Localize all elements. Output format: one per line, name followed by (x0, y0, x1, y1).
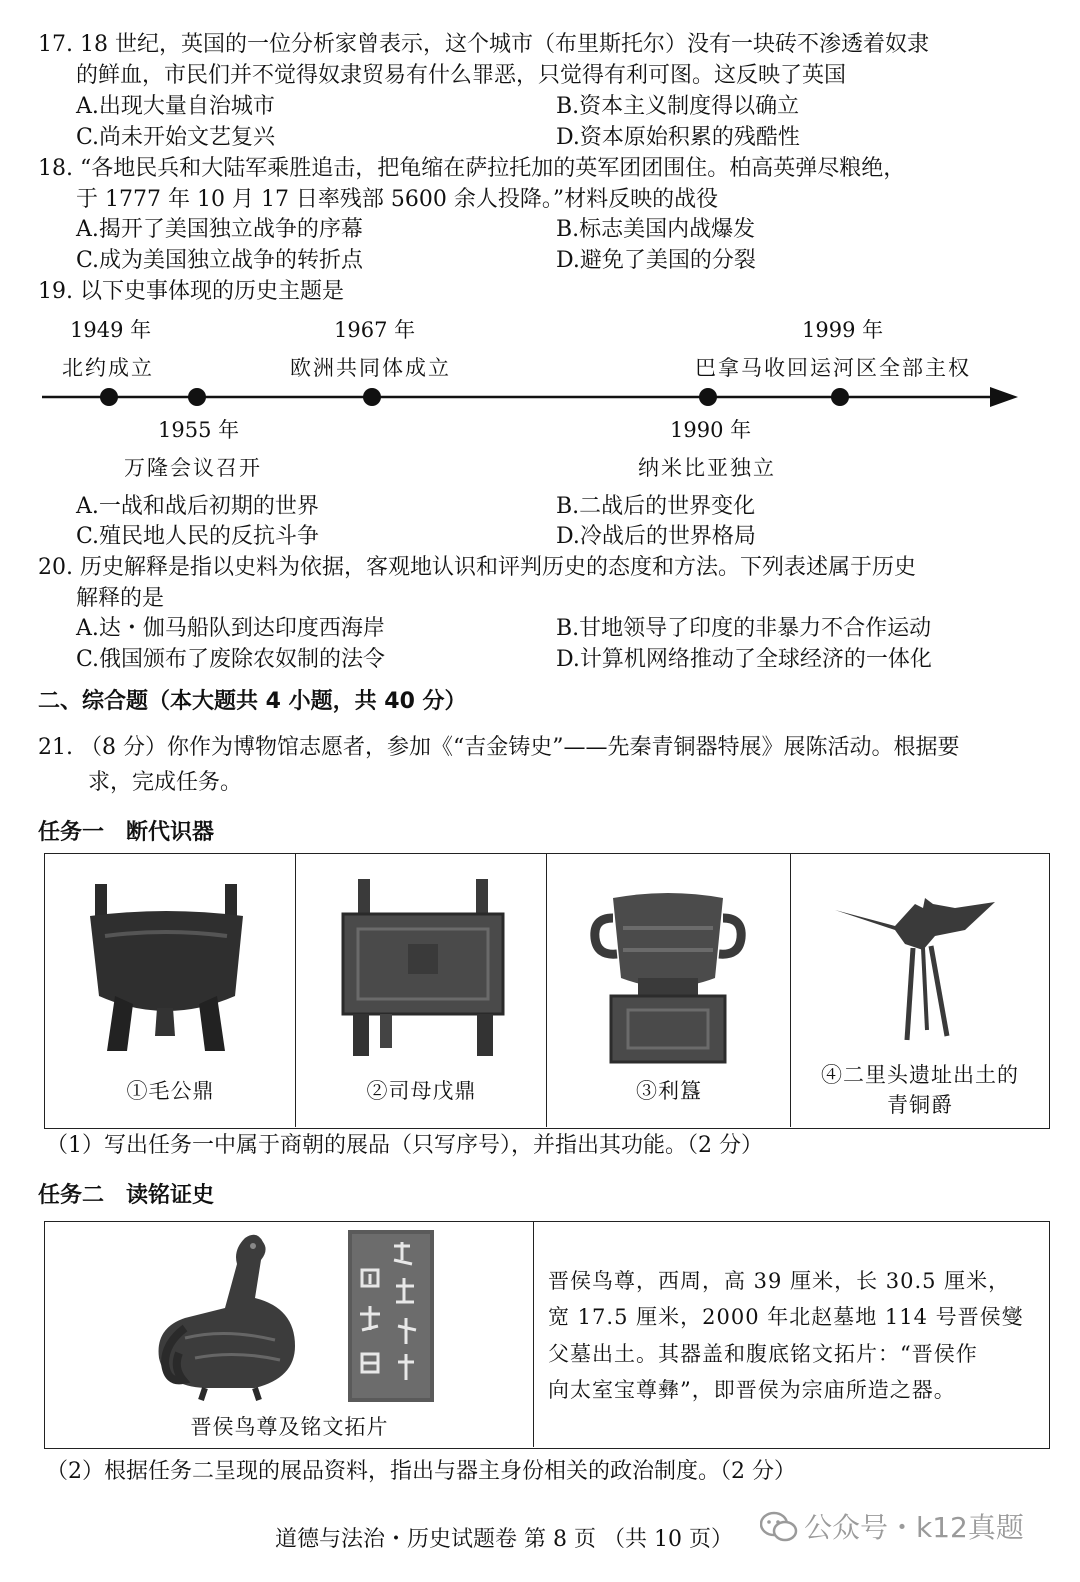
task2-text-line4: 向太室宝尊彝”，即晋侯为宗庙所造之器。 (548, 1378, 956, 1402)
exhibit-cell-3 (547, 854, 791, 1127)
bird-zun-image (145, 1228, 345, 1403)
exhibit-caption-3: ③利簋 (636, 1079, 702, 1103)
square-ding-image (338, 874, 508, 1064)
q18-stem-line1: 18. “各地民兵和大陆军乘胜追击，把龟缩在萨拉托加的英军团团围住。柏高英弹尽粮绝， (38, 156, 906, 181)
timeline-year-1990: 1990 年 (670, 418, 752, 442)
task2-text-line1: 晋侯鸟尊，西周，高 39 厘米，长 30.5 厘米， (548, 1269, 1011, 1293)
timeline-dot-1990 (699, 388, 717, 406)
timeline-dot-1999 (831, 388, 849, 406)
q17-stem-line2: 的鲜血，市民们并不觉得奴隶贸易有什么罪恶，只觉得有利可图。这反映了英国 (76, 63, 847, 88)
task1-heading: 任务一 断代识器 (38, 820, 215, 845)
timeline-event-1949: 北约成立 (62, 356, 154, 380)
q17-option-b: B.资本主义制度得以确立 (556, 94, 800, 119)
task2-text-line3: 父墓出土。其器盖和腹底铭文拓片：“晋侯作 (548, 1342, 978, 1366)
timeline-dot-1949 (100, 388, 118, 406)
exhibit-caption-4-line2: 青铜爵 (887, 1093, 953, 1117)
timeline-event-1967: 欧洲共同体成立 (290, 356, 451, 380)
exhibit-caption-1: ①毛公鼎 (126, 1079, 215, 1103)
q19-option-b: B.二战后的世界变化 (556, 494, 756, 519)
q20-option-a: A.达・伽马船队到达印度西海岸 (76, 616, 385, 641)
timeline-axis (0, 382, 1080, 412)
q17-stem-line1: 17. 18 世纪，英国的一位分析家曾表示，这个城市（布里斯托尔）没有一块砖不渗透着奴隶 (38, 32, 929, 57)
timeline-event-1955: 万隆会议召开 (124, 456, 262, 480)
timeline-dot-1967 (363, 388, 381, 406)
q19-option-a: A.一战和战后初期的世界 (76, 494, 319, 519)
wechat-icon (760, 1510, 798, 1544)
q19-stem: 19. 以下史事体现的历史主题是 (38, 279, 344, 304)
task1-question: （1）写出任务一中属于商朝的展品（只写序号），并指出其功能。（2 分） (46, 1133, 763, 1158)
watermark-text: 公众号・k12真题 (804, 1511, 1024, 1544)
task2-image-cell (45, 1222, 534, 1447)
ding-vessel-image (85, 876, 255, 1056)
task2-image-caption: 晋侯鸟尊及铭文拓片 (190, 1415, 389, 1439)
q19-option-c: C.殖民地人民的反抗斗争 (76, 524, 320, 549)
task2-text-line2: 宽 17.5 厘米，2000 年北赵墓地 114 号晋侯燮 (548, 1305, 1024, 1329)
q17-option-c: C.尚未开始文艺复兴 (76, 125, 276, 150)
q19-option-d: D.冷战后的世界格局 (556, 524, 756, 549)
inscription-rubbing-image (348, 1230, 434, 1402)
q20-stem-line1: 20. 历史解释是指以史料为依据，客观地认识和评判历史的态度和方法。下列表述属于历史 (38, 555, 916, 580)
exhibit-caption-4-line1: ④二里头遗址出土的 (821, 1063, 1019, 1087)
exhibit-cell-4 (791, 854, 1049, 1127)
exhibit-caption-2: ②司母戊鼎 (366, 1079, 477, 1103)
q20-option-b: B.甘地领导了印度的非暴力不合作运动 (556, 616, 932, 641)
exhibit-cell-2 (296, 854, 547, 1127)
q20-stem-line2: 解释的是 (76, 586, 165, 611)
q20-option-d: D.计算机网络推动了全球经济的一体化 (556, 647, 932, 672)
jue-vessel-image (835, 890, 1005, 1070)
q18-option-a: A.揭开了美国独立战争的序幕 (76, 217, 363, 242)
timeline-dot-1955 (188, 388, 206, 406)
task1-exhibit-table (44, 853, 1050, 1129)
q21-stem-line1: 21. （8 分）你作为博物馆志愿者，参加《“吉金铸史”——先秦青铜器特展》展陈活动。根据要 (38, 735, 960, 760)
q17-option-d: D.资本原始积累的残酷性 (556, 125, 800, 150)
task2-question: （2）根据任务二呈现的展品资料，指出与器主身份相关的政治制度。（2 分） (46, 1459, 796, 1484)
timeline-year-1949: 1949 年 (70, 318, 152, 342)
q18-option-c: C.成为美国独立战争的转折点 (76, 248, 364, 273)
q18-option-b: B.标志美国内战爆发 (556, 217, 756, 242)
timeline-year-1999: 1999 年 (802, 318, 884, 342)
timeline-event-1999: 巴拿马收回运河区全部主权 (695, 356, 971, 380)
timeline (0, 300, 1080, 490)
q18-stem-line2: 于 1777 年 10 月 17 日率残部 5600 余人投降。”材料反映的战役 (76, 187, 719, 212)
task2-description-cell (534, 1222, 1049, 1447)
q17-option-a: A.出现大量自治城市 (76, 94, 275, 119)
page-footer: 道德与法治・历史试题卷 第 8 页 （共 10 页） (275, 1527, 733, 1552)
q18-option-d: D.避免了美国的分裂 (556, 248, 756, 273)
timeline-event-1990: 纳米比亚独立 (638, 456, 776, 480)
task2-exhibit-table (44, 1221, 1050, 1449)
gui-vessel-image (583, 878, 753, 1068)
task2-heading: 任务二 读铭证史 (38, 1183, 215, 1208)
q21-stem-line2: 求，完成任务。 (88, 770, 243, 795)
section2-heading: 二、综合题（本大题共 4 小题，共 40 分） (38, 689, 467, 714)
q20-option-c: C.俄国颁布了废除农奴制的法令 (76, 647, 386, 672)
exhibit-cell-1 (45, 854, 296, 1127)
timeline-year-1967: 1967 年 (334, 318, 416, 342)
timeline-year-1955: 1955 年 (158, 418, 240, 442)
